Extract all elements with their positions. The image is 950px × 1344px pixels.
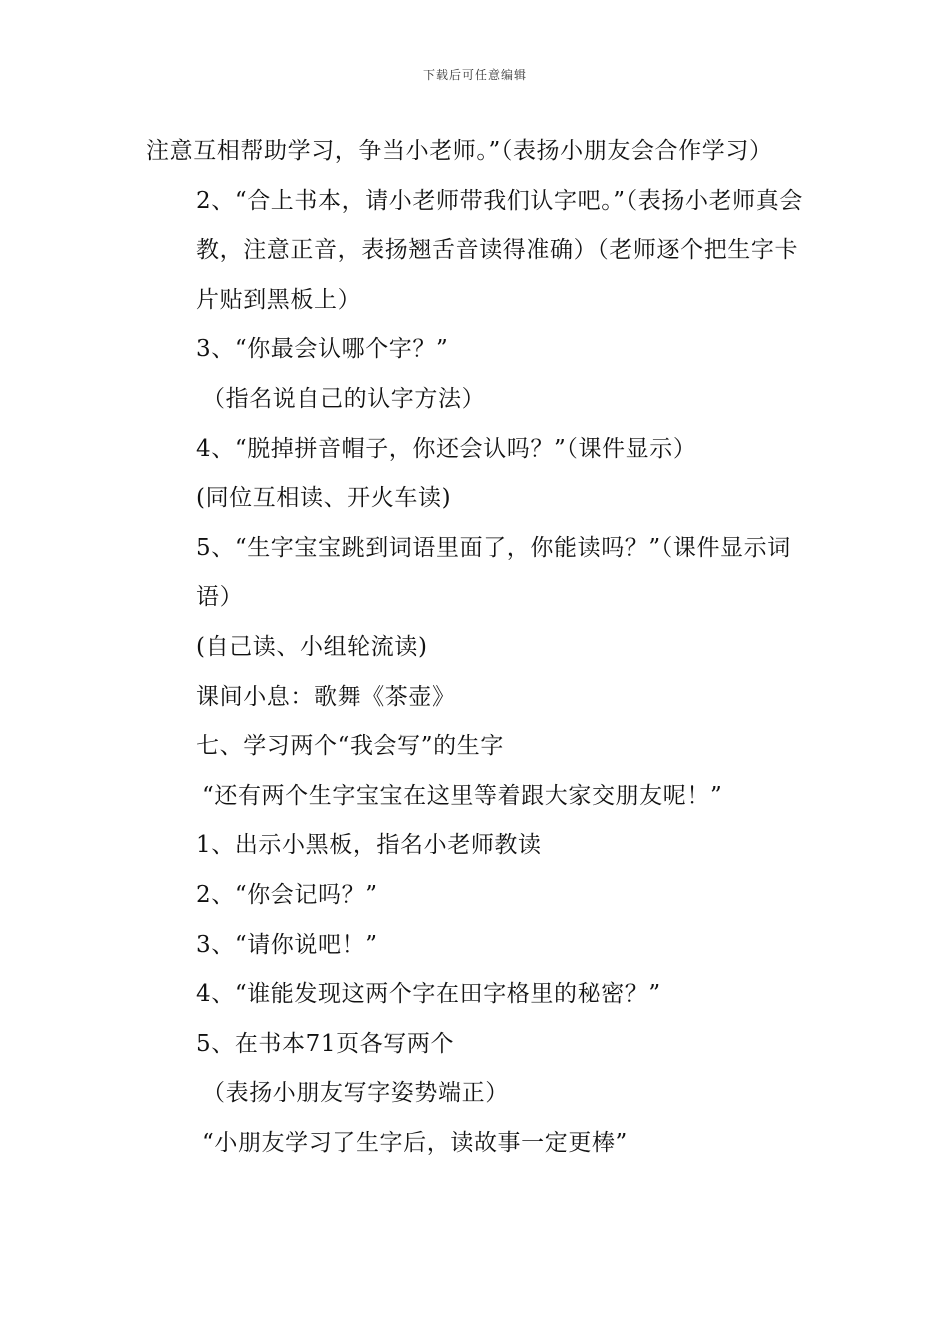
section-heading-seven: 七、学习两个“我会写”的生字: [196, 733, 504, 760]
paragraph-quote-story: “小朋友学习了生字后，读故事一定更棒”: [202, 1129, 628, 1156]
paragraph-note-posture: （表扬小朋友写字姿势端正）: [202, 1080, 509, 1107]
document-body: [146, 127, 808, 1168]
paragraph-step-3: 3、“你最会认哪个字？”: [196, 336, 449, 363]
paragraph-continuation: 注意互相帮助学习，争当小老师。”（表扬小朋友会合作学习）: [146, 138, 773, 164]
paragraph-write-step-3: 3、“请你说吧！”: [196, 931, 378, 958]
paragraph-break-song: 课间小息：歌舞《茶壶》: [196, 683, 456, 710]
paragraph-quote-intro: “还有两个生字宝宝在这里等着跟大家交朋友呢！”: [202, 782, 723, 809]
paragraph-step-4: 4、“脱掉拼音帽子，你还会认吗？”（课件显示）: [196, 435, 697, 462]
paragraph-write-step-5: 5、在书本71页各写两个: [196, 1030, 455, 1057]
paragraph-note-name-method: （指名说自己的认字方法）: [202, 385, 486, 412]
paragraph-step-2: 2、“合上书本，请小老师带我们认字吧。”（表扬小老师真会教，注意正音，表扬翘舌音读得准确）（老师逐个把生字卡片贴到黑板上）: [196, 187, 803, 313]
paragraph-note-peer-read: (同位互相读、开火车读): [196, 485, 452, 512]
page-header: 下载后可任意编辑: [422, 68, 527, 82]
paragraph-note-group-read: (自己读、小组轮流读): [196, 633, 428, 660]
paragraph-write-step-4: 4、“谁能发现这两个字在田字格里的秘密？”: [196, 981, 661, 1008]
paragraph-write-step-2: 2、“你会记吗？”: [196, 881, 378, 908]
paragraph-step-5: 5、“生字宝宝跳到词语里面了，你能读吗？”（课件显示词语）: [196, 534, 791, 611]
paragraph-write-step-1: 1、出示小黑板，指名小老师教读: [196, 832, 542, 859]
